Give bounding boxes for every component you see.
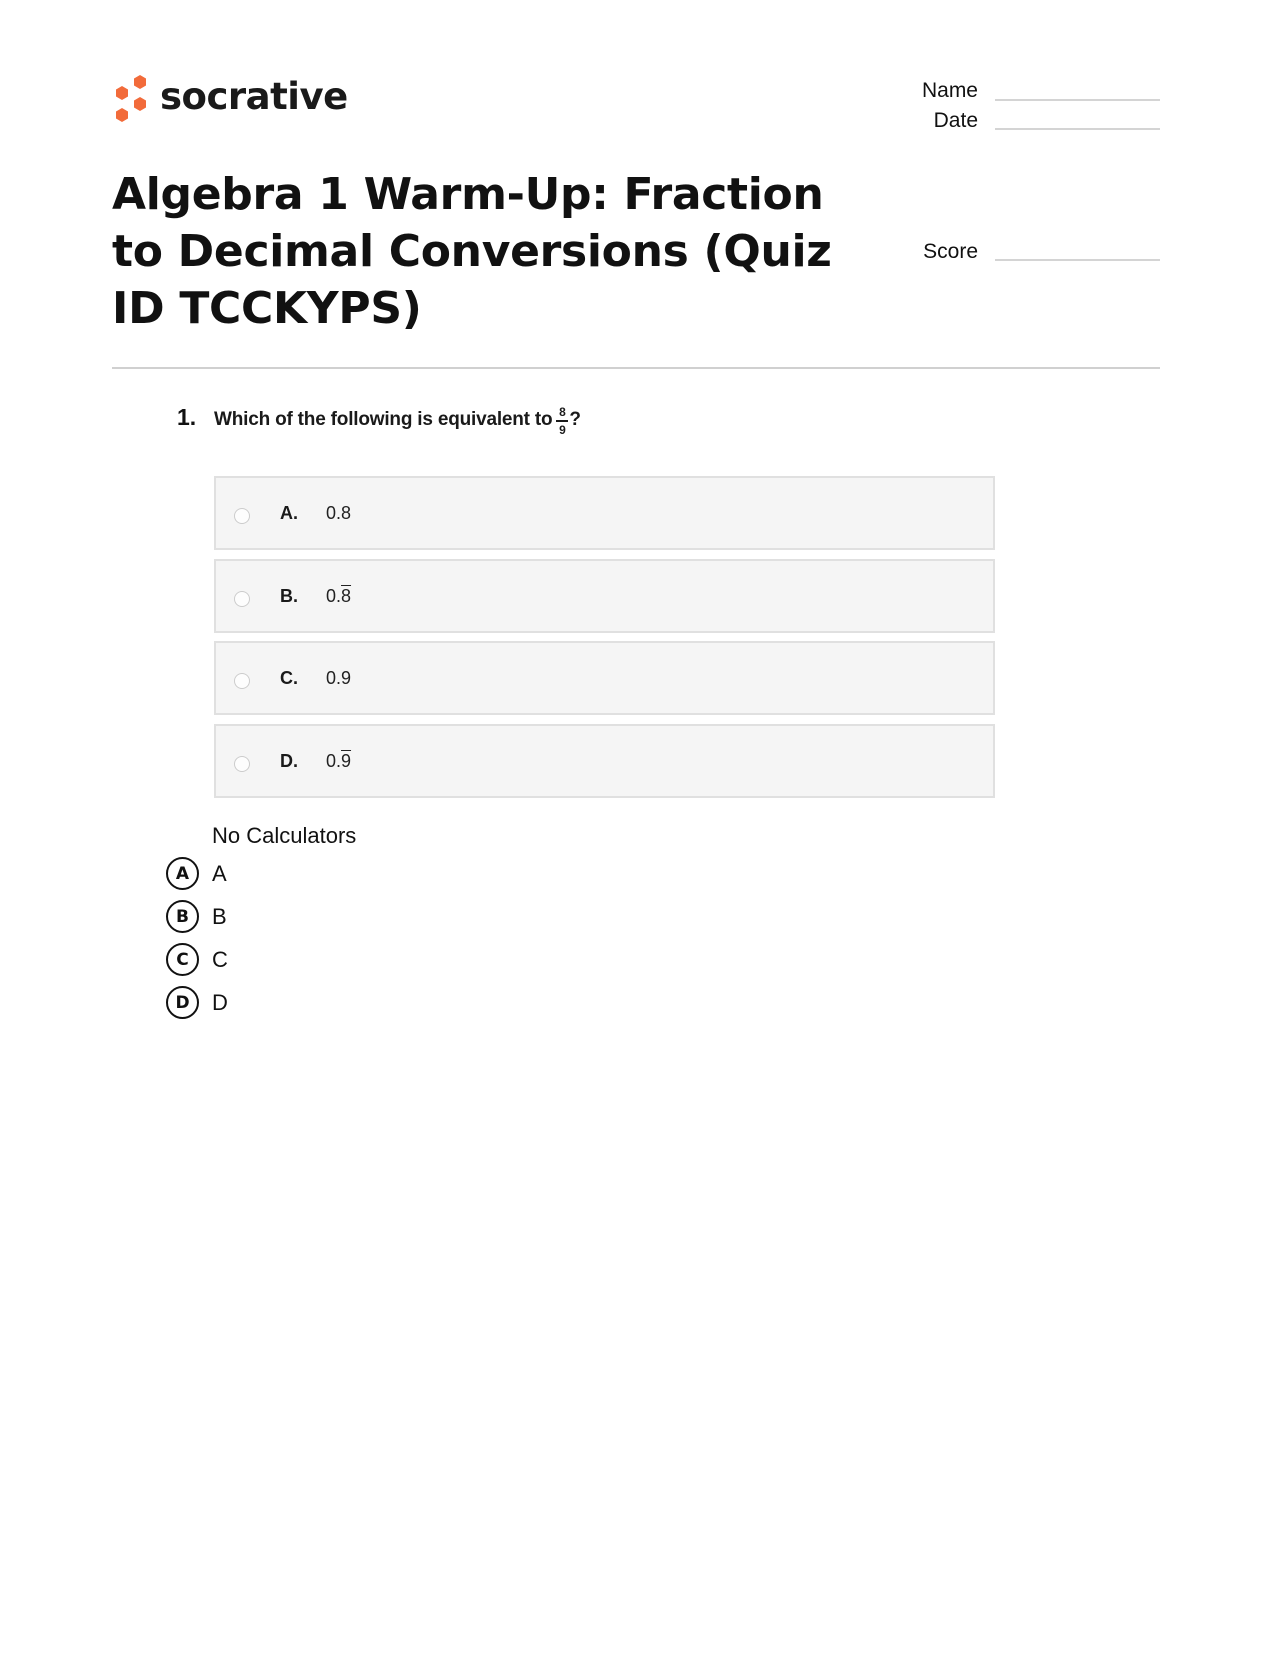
option-value: 0.9 [326, 667, 352, 688]
bubble-label: B [212, 903, 227, 929]
option-letter: C. [280, 667, 298, 688]
repeating-digit: 9 [341, 750, 352, 771]
question-note: No Calculators [212, 823, 357, 848]
option-letter: A. [280, 502, 298, 523]
radio-button-icon[interactable] [234, 508, 250, 524]
option-a[interactable] [214, 476, 995, 550]
bubble-b-icon[interactable]: B [166, 900, 199, 933]
question-number: 1. [177, 404, 197, 430]
bubble-label: A [212, 860, 227, 886]
option-value: 0.9 [326, 750, 352, 771]
brand-name: socrative [160, 74, 348, 118]
question-suffix: ? [569, 408, 581, 430]
fraction [556, 406, 568, 436]
radio-button-icon[interactable] [234, 756, 250, 772]
hexagon-cluster-icon [112, 73, 152, 123]
fraction-denominator: 9 [559, 422, 566, 437]
answer-bubble-d[interactable] [166, 986, 228, 1019]
answer-bubble-c[interactable] [166, 943, 228, 976]
name-field-line[interactable] [995, 99, 1160, 101]
option-letter: D. [280, 750, 298, 771]
name-label: Name [921, 79, 978, 102]
answer-bubble-b[interactable] [166, 900, 227, 933]
option-b[interactable] [214, 559, 995, 633]
bubble-label: C [212, 946, 228, 972]
fraction-bar [556, 420, 568, 422]
date-field-line[interactable] [995, 128, 1160, 130]
repeating-digit: 8 [341, 585, 352, 606]
question-prompt: Which of the following is equivalent to [214, 408, 553, 430]
score-field-line[interactable] [995, 259, 1160, 261]
page-title: Algebra 1 Warm-Up: Fraction to Decimal Conversions (Quiz ID TCCKYPS) [112, 169, 832, 334]
fraction-numerator: 8 [559, 405, 566, 419]
answer-bubble-a[interactable] [166, 857, 227, 890]
bubble-label: D [212, 989, 228, 1015]
question-text [214, 405, 581, 435]
bubble-a-icon[interactable]: A [166, 857, 199, 890]
radio-button-icon[interactable] [234, 673, 250, 689]
option-letter: B. [280, 585, 298, 606]
bubble-d-icon[interactable]: D [166, 986, 199, 1019]
option-value: 0.8 [326, 502, 352, 523]
option-value: 0.8 [326, 585, 352, 606]
radio-button-icon[interactable] [234, 591, 250, 607]
option-c[interactable] [214, 641, 995, 715]
option-d[interactable] [214, 724, 995, 798]
date-label: Date [933, 109, 978, 132]
socrative-logo [112, 72, 348, 124]
bubble-c-icon[interactable]: C [166, 943, 199, 976]
score-label: Score [923, 240, 978, 263]
header-divider [112, 367, 1160, 369]
